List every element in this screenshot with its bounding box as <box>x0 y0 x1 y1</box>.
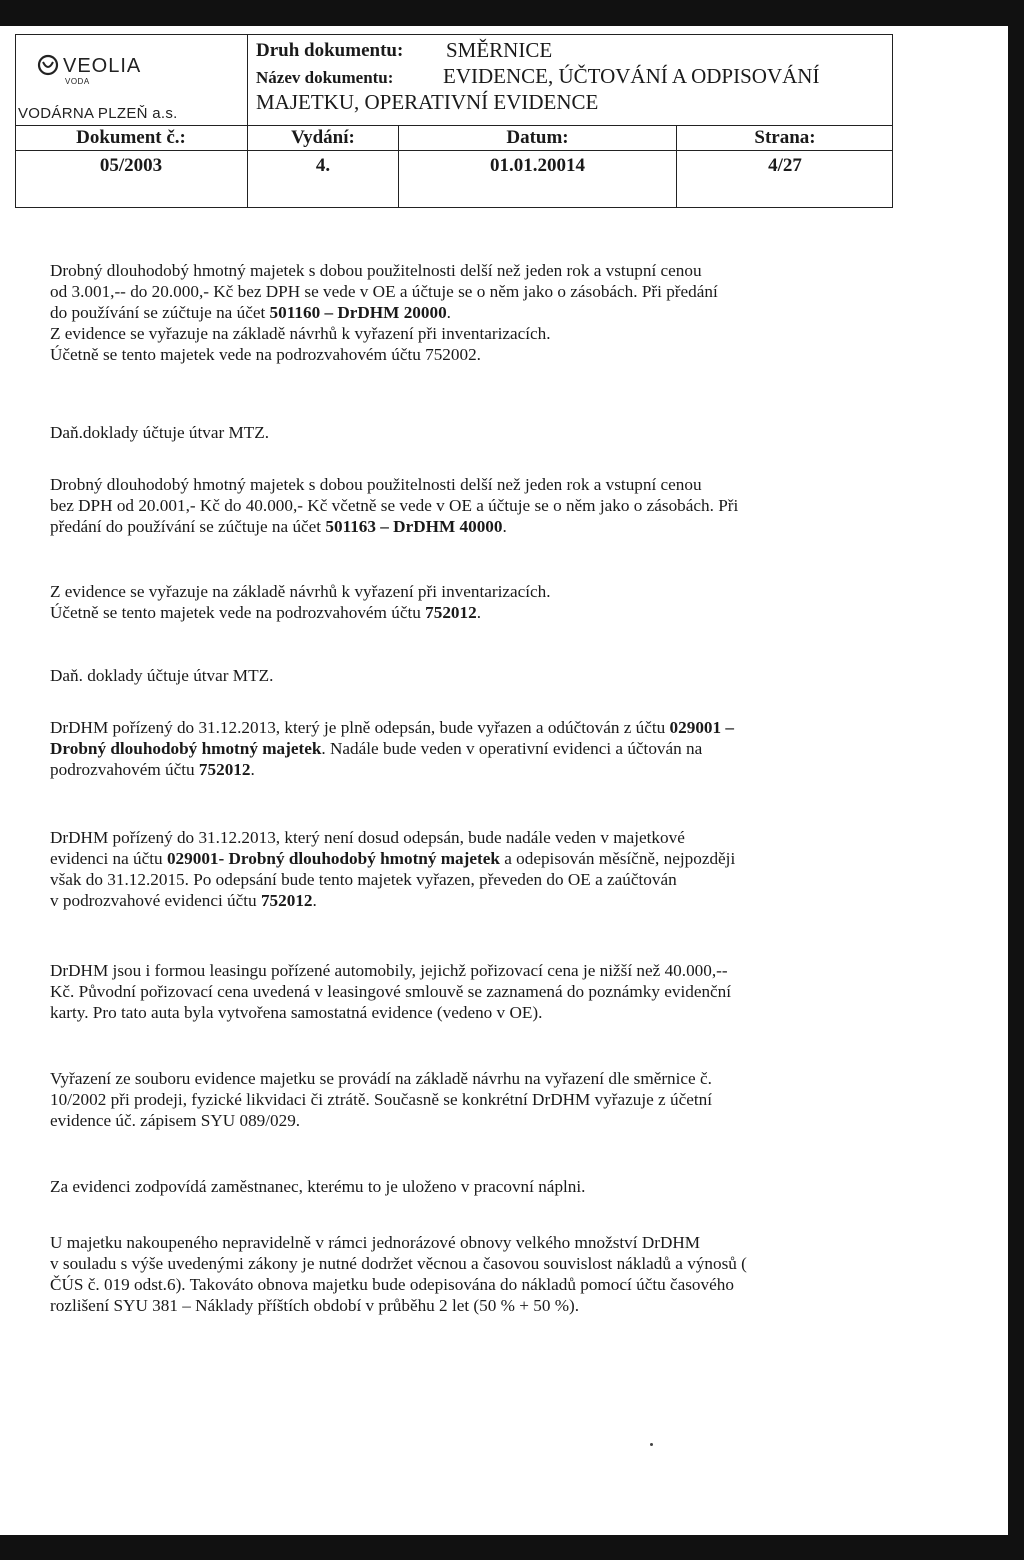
veolia-logo-icon <box>37 54 59 76</box>
text-line: v podrozvahové evidenci účtu 752012. <box>50 891 317 910</box>
text-line: od 3.001,-- do 20.000,- Kč bez DPH se vede v OE a účtuje se o něm jako o zásobách. Při předání <box>50 282 718 301</box>
text-line: DrDHM pořízený do 31.12.2013, který je plně odepsán, bude vyřazen a odúčtován z účtu 029001 – <box>50 718 734 737</box>
paragraph-9 <box>50 1068 1000 1131</box>
doc-type-label: Druh dokumentu: <box>256 40 404 61</box>
scan-border-bottom <box>0 1535 1024 1560</box>
text-line: podrozvahovém účtu 752012. <box>50 760 255 779</box>
header-divider <box>15 125 893 126</box>
account-ref: 752012 <box>425 603 477 622</box>
account-ref: 501163 – DrDHM 40000 <box>325 517 503 536</box>
page-label: Strana: <box>754 127 816 148</box>
text-line: karty. Pro tato auta byla vytvořena samostatná evidence (vedeno v OE). <box>50 1003 543 1022</box>
account-ref: 029001- Drobný dlouhodobý hmotný majetek <box>166 849 500 868</box>
doc-name-value-line1: EVIDENCE, ÚČTOVÁNÍ A ODPISOVÁNÍ <box>443 64 820 88</box>
account-name: Drobný dlouhodobý hmotný majetek <box>50 739 322 758</box>
text-line: Z evidence se vyřazuje na základě návrhů k vyřazení při inventarizacích. <box>50 582 551 601</box>
text-line: ČÚS č. 019 odst.6). Takováto obnova majetku bude odepisována do nákladů pomocí účtu časového <box>50 1275 734 1294</box>
doc-type-value: SMĚRNICE <box>446 38 553 62</box>
scan-speck <box>650 1443 653 1446</box>
paragraph-8 <box>50 960 1000 1023</box>
text-line: DrDHM jsou i formou leasingu pořízené automobily, jejichž pořizovací cena je nižší než 40.000,-- <box>50 961 728 980</box>
paragraph-5: Daň. doklady účtuje útvar MTZ. <box>50 666 274 685</box>
text-line: však do 31.12.2015. Po odepsání bude tento majetek vyřazen, převeden do OE a zaúčtován <box>50 870 677 889</box>
text-line: evidenci na účtu 029001- Drobný dlouhodobý hmotný majetek a odepisován měsíčně, nejpozději <box>50 849 736 868</box>
text-line: DrDHM pořízený do 31.12.2013, který není dosud odepsán, bude nadále veden v majetkové <box>50 828 685 847</box>
text-line: Drobný dlouhodobý hmotný majetek s dobou použitelnosti delší než jeden rok a vstupní cenou <box>50 475 702 494</box>
logo-subtext: VODA <box>65 77 90 86</box>
account-ref: 752012 <box>198 760 251 779</box>
edition-value: 4. <box>315 155 331 176</box>
text-line: Z evidence se vyřazuje na základě návrhů k vyřazení při inventarizacích. <box>50 324 551 343</box>
doc-name-label: Název dokumentu: <box>256 68 394 87</box>
page-value: 4/27 <box>768 155 802 176</box>
date-value: 01.01.20014 <box>490 155 585 176</box>
account-ref: 501160 – DrDHM 20000 <box>269 303 447 322</box>
veolia-logo <box>37 52 207 102</box>
paragraph-2: Daň.doklady účtuje útvar MTZ. <box>50 423 270 442</box>
text-line: Drobný dlouhodobý hmotný majetek. Nadále bude veden v operativní evidenci a účtován na <box>50 739 703 758</box>
scan-border-right <box>1008 0 1024 1560</box>
text-line: U majetku nakoupeného nepravidelně v rámci jednorázové obnovy velkého množství DrDHM <box>50 1233 701 1252</box>
logo-text: VEOLIA <box>63 55 142 77</box>
paragraph-1 <box>50 260 1000 365</box>
doc-name-value-line2: MAJETKU, OPERATIVNÍ EVIDENCE <box>256 90 599 114</box>
text-line: Drobný dlouhodobý hmotný majetek s dobou použitelnosti delší než jeden rok a vstupní cenou <box>50 261 702 280</box>
text-line: Účetně se tento majetek vede na podrozvahovém účtu 752002. <box>50 345 481 364</box>
scan-border-top <box>0 0 1024 26</box>
account-ref: 029001 – <box>669 718 734 737</box>
header-divider <box>247 34 248 208</box>
doc-number-value: 05/2003 <box>99 155 163 176</box>
paragraph-10: Za evidenci zodpovídá zaměstnanec, kterému to je uloženo v pracovní náplni. <box>50 1177 586 1196</box>
paragraph-6 <box>50 717 1000 780</box>
text-line: v souladu s výše uvedenými zákony je nutné dodržet věcnou a časovou souvislost nákladů a výnosů ( <box>50 1254 747 1273</box>
text-line: Vyřazení ze souboru evidence majetku se provádí na základě návrhu na vyřazení dle směrnice č. <box>50 1069 712 1088</box>
text-line: do používání se zúčtuje na účet 501160 – DrDHM 20000. <box>50 303 451 322</box>
text-line: 10/2002 při prodeji, fyzické likvidaci či ztrátě. Současně se konkrétní DrDHM vyřazuje z účetní <box>50 1090 712 1109</box>
company-name: VODÁRNA PLZEŇ a.s. <box>18 105 178 122</box>
paragraph-7 <box>50 827 1000 911</box>
doc-number-label: Dokument č.: <box>76 127 186 148</box>
text-line: Účetně se tento majetek vede na podrozvahovém účtu 752012. <box>50 603 481 622</box>
text-line: rozlišení SYU 381 – Náklady příštích období v průběhu 2 let (50 % + 50 %). <box>50 1296 580 1315</box>
text-line: předání do používání se zúčtuje na účet 501163 – DrDHM 40000. <box>50 517 507 536</box>
paragraph-11 <box>50 1232 1000 1316</box>
paragraph-4 <box>50 581 1000 623</box>
header-divider <box>15 150 893 151</box>
text-line: evidence úč. zápisem SYU 089/029. <box>50 1111 301 1130</box>
edition-label: Vydání: <box>291 127 355 148</box>
text-line: Kč. Původní pořizovací cena uvedená v leasingové smlouvě se zaznamená do poznámky evidenční <box>50 982 732 1001</box>
paragraph-3 <box>50 474 1000 537</box>
account-ref: 752012 <box>260 891 313 910</box>
date-label: Datum: <box>506 127 569 148</box>
text-line: bez DPH od 20.001,- Kč do 40.000,- Kč včetně se vede v OE a účtuje se o něm jako o zásobách. Při <box>50 496 739 515</box>
